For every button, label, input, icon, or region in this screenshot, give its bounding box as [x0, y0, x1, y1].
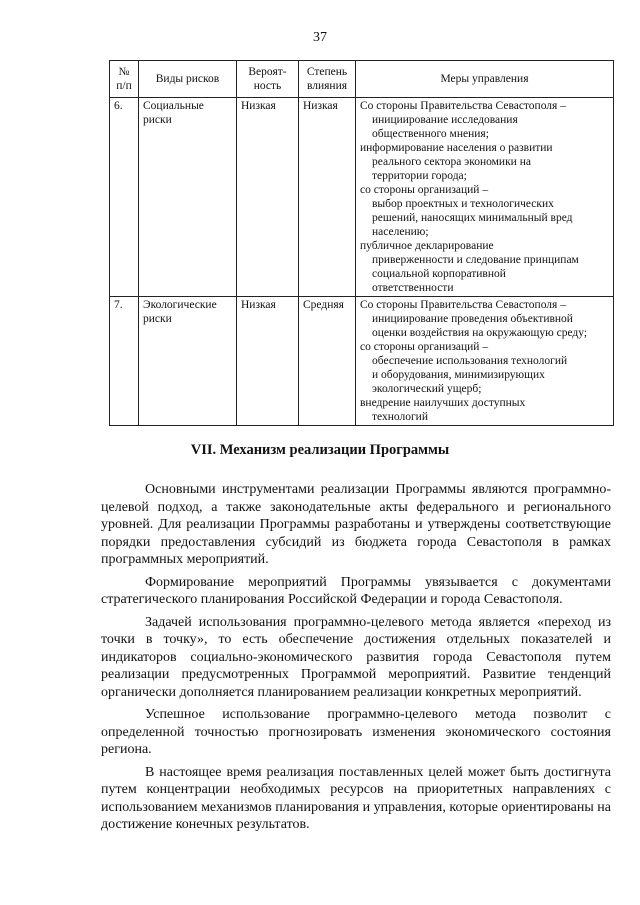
paragraph: Основными инструментами реализации Программы являются программно-целевой подход, а также законодательные акты федерального и регионального уровней. Для реализации Программы разработаны и утверждены соответствующие порядки предоставления субсидий из бюджета города Севастополя в рамках программных мероприятий.: [101, 482, 611, 567]
measure-line: реального сектора экономики на: [372, 156, 531, 168]
measure-line: ответственности: [372, 282, 454, 294]
section-heading: VII. Механизм реализации Программы: [190, 442, 450, 458]
paragraph: Успешное использование программно-целевого метода позволит с определенной точностью прогнозировать изменения экономического состояния региона.: [101, 707, 611, 757]
measures-cell: [356, 297, 614, 426]
measure-line: населению;: [372, 226, 429, 238]
table-row: [110, 98, 614, 297]
risk-type: Социальные риски: [139, 98, 237, 297]
measure-line: инициирование проведения объективной: [372, 313, 573, 325]
measure-line: инициирование исследования: [372, 114, 518, 126]
header-measures: Меры управления: [356, 61, 614, 98]
measure-line: экологический ущерб;: [372, 383, 482, 395]
measure-line: общественного мнения;: [372, 128, 489, 140]
header-number: № п/п: [110, 61, 139, 98]
section-body: [101, 481, 611, 839]
risk-table: [109, 60, 614, 426]
measure-line: Со стороны Правительства Севастополя –: [360, 299, 566, 311]
measure-line: территории города;: [372, 170, 467, 182]
measure-line: и оборудования, минимизирующих: [372, 369, 545, 381]
table-row: [110, 297, 614, 426]
measure-line: технологий: [372, 411, 428, 423]
measure-line: со стороны организаций –: [360, 184, 489, 196]
measure-line: Со стороны Правительства Севастополя –: [360, 100, 566, 112]
risk-type: Экологические риски: [139, 297, 237, 426]
table-header-row: [110, 61, 614, 98]
paragraph: Задачей использования программно-целевого метода является «переход из точки в точку», то есть обеспечение достижения отдельных показателей и индикаторов социально-экономического развития города Севастополя путем реализации предусмотренных Программой мероприятий. Развитие тенденций органически дополняется планированием реализации конкретных мероприятий.: [101, 614, 611, 700]
measures-cell: [356, 98, 614, 297]
impact: Низкая: [299, 98, 356, 297]
measure-line: внедрение наилучших доступных: [360, 397, 526, 409]
impact: Средняя: [299, 297, 356, 426]
header-risk-type: Виды рисков: [139, 61, 237, 98]
measure-line: социальной корпоративной: [372, 268, 506, 280]
measure-line: выбор проектных и технологических: [372, 198, 554, 210]
measure-line: обеспечение использования технологий: [372, 355, 568, 367]
measure-line: оценки воздействия на окружающую среду;: [372, 327, 588, 339]
header-impact: Степень влияния: [299, 61, 356, 98]
probability: Низкая: [237, 98, 299, 297]
paragraph: В настоящее время реализация поставленных целей может быть достигнута путем концентрации необходимых ресурсов на приоритетных направлениях с использованием механизмов планирования и управления, которые ориентированы на достижение конечных результатов.: [101, 764, 611, 832]
measure-line: со стороны организаций –: [360, 341, 489, 353]
paragraph: Формирование мероприятий Программы увязывается с документами стратегического планирования Российской Федерации и города Севастополя.: [101, 574, 611, 607]
measure-line: публичное декларирование: [360, 240, 494, 252]
measure-line: информирование населения о развитии: [360, 142, 553, 154]
measure-line: приверженности и следование принципам: [372, 254, 579, 266]
page-number: 37: [313, 30, 327, 45]
header-probability: Вероят- ность: [237, 61, 299, 98]
probability: Низкая: [237, 297, 299, 426]
measure-line: решений, наносящих минимальный вред: [372, 212, 573, 224]
row-number: 6.: [110, 98, 139, 297]
row-number: 7.: [110, 297, 139, 426]
